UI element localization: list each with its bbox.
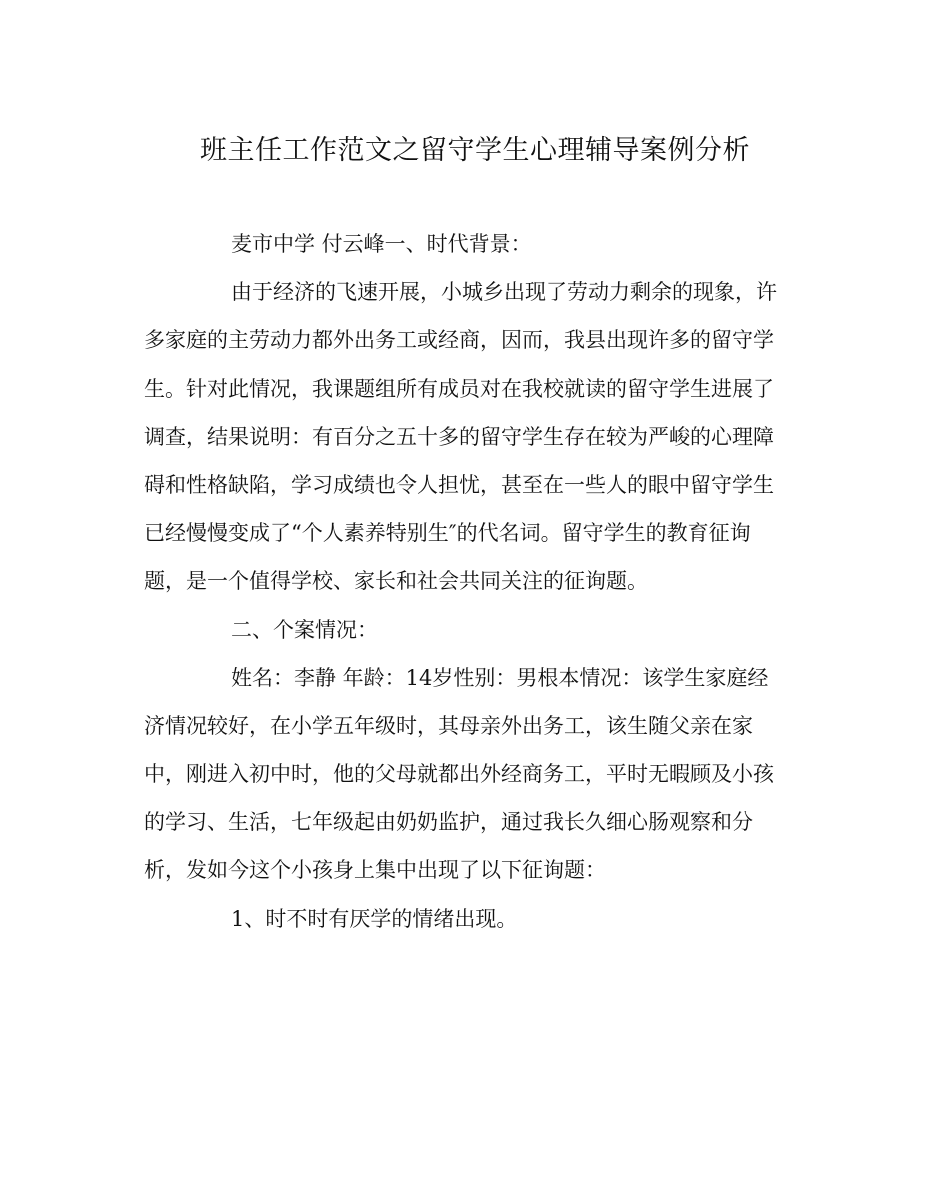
paragraph-line: 题，是一个值得学校、家长和社会共同关注的征询题。 [144,569,648,594]
paragraph-line: 生。针对此情况，我课题组所有成员对在我校就读的留守学生进展了 [144,376,774,401]
list-item: 1、时不时有厌学的情绪出现。 [231,906,518,931]
section-heading: 二、个案情况： [231,617,378,642]
paragraph-line: 由于经济的飞速开展，小城乡出现了劳动力剩余的现象，许 [231,280,777,305]
paragraph-line: 已经慢慢变成了“个人素养特别生″的代名词。留守学生的教育征询 [144,521,751,546]
paragraph-line: 姓名：李静 年龄：14岁性别：男根本情况：该学生家庭经 [231,665,769,690]
paragraph-line: 中，刚进入初中时，他的父母就都出外经商务工，平时无暇顾及小孩 [144,762,774,787]
paragraph-line: 麦市中学 付云峰一、时代背景： [231,232,532,256]
paragraph-line: 调查，结果说明：有百分之五十多的留守学生存在较为严峻的心理障 [144,424,774,449]
paragraph-line: 碍和性格缺陷，学习成绩也令人担忧，甚至在一些人的眼中留守学生 [144,472,774,497]
paragraph-line: 析，发如今这个小孩身上集中出现了以下征询题： [144,858,606,883]
paragraph-line: 多家庭的主劳动力都外出务工或经商，因而，我县出现许多的留守学 [144,328,774,353]
paragraph-line: 济情况较好，在小学五年级时，其母亲外出务工，该生随父亲在家 [144,713,753,738]
paragraph-line: 的学习、生活，七年级起由奶奶监护，通过我长久细心肠观察和分 [144,810,753,835]
document-body [144,220,808,943]
document-title: 班主任工作范文之留守学生心理辅导案例分析 [200,135,750,166]
